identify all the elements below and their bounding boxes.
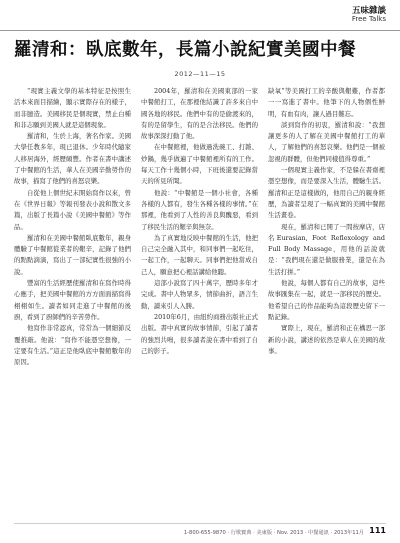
paragraph: “現實主義文學的基本特征是按照生活本來面目描繪，顯示實際存在的樣子，而非臆造。美國移民是個現實，禁止白種和非志願到美國人就是這個現象。 <box>14 87 131 129</box>
paragraph: 他說，每個人都有自己的故事，這些故事匯集在一起，就是一部移民的歷史。他希望自己的作品能夠為這段歷史留下一點記錄。 <box>268 279 385 321</box>
page-header <box>0 0 400 30</box>
section-subtitle: Free Talks <box>351 15 386 23</box>
paragraph: 2010年6月，由紐約商務出版社正式出版。書中真實的故事情節，引起了讀者的強烈共鳴，很多讀者說在書中看到了自己的影子。 <box>141 312 258 355</box>
paragraph: 實際上，現在，羅清和正在構思一部新的小說，講述的依然是華人在美國的故事。 <box>268 324 385 355</box>
paragraph: 缺氧”等美國打工的辛酸與艱難，作者都一一寫進了書中。他筆下的人物個性鮮明，有血有肉，讓人過目難忘。 <box>268 87 385 118</box>
article-body <box>14 86 386 518</box>
footer-publication-info: 1-800-655-9870 · 行歌寶典 · 美東版 · Nov. 2013 · 中餐通訊 · 2013年11月 <box>183 530 364 536</box>
page-footer <box>14 527 386 539</box>
article-title: 羅清和：臥底數年，長篇小說紀實美國中餐 <box>14 40 356 60</box>
paragraph: 一個現實主義作家，不是躲在書齋裡憑空想像，而是要深入生活，體驗生活。羅清和正是這樣做的，他用自己的親身經歷，為讀者呈現了一幅真實的美國中餐館生活畫卷。 <box>268 166 385 220</box>
article-column-2 <box>141 86 258 518</box>
section-title: 五味雜談 <box>351 6 386 16</box>
paragraph: 這部小說寫了四十萬字，歷時多年才完成。書中人物眾多，情節曲折，語言生動，讀來引人入勝。 <box>141 279 258 310</box>
page-number: 111 <box>369 526 386 535</box>
paragraph: 在中餐館裡，他做過洗碗工、打雜、炒鍋，幾乎做遍了中餐館裡所有的工作。每天工作十幾個小時，下班後還要記錄當天的所見所聞。 <box>141 143 258 186</box>
paragraph: 為了真實地反映中餐館的生活，他把自己完全融入其中，和同事們一起吃住，一起工作，一起聊天。同事們把他當成自己人，願意把心裡話講給他聽。 <box>141 233 258 276</box>
article-date: 2012—11—15 <box>174 70 226 78</box>
paragraph: 談到寫作的初衷，羅清和說：“我想讓更多的人了解在美國中餐館打工的華人，了解他們的喜怒哀樂。他們是一個被忽視的群體，但他們同樣值得尊重。” <box>268 120 385 163</box>
paragraph: 羅清和在美國中餐館臥底數年，親身體驗了中餐館從業者的艱辛，記錄了他們的點點滴滴，寫出了一部紀實性很強的小說。 <box>14 233 131 276</box>
paragraph: 現在，羅清和已開了一間按摩店，店名Eurasian, Foot Reflexology and Full Body Massage，用他的話說就是：“我們現在還是做服務業，還是在為生活打拼。” <box>268 222 385 276</box>
paragraph: 羅清和，生於上海，著名作家。美國大學任教多年，現已退休。少年時代隨家人移居海外，經歷頗豐。作者在書中講述了中餐館的生活，華人在美國辛勤勞作的故事，描寫了他們的喜怒哀樂。 <box>14 132 131 186</box>
footer-divider <box>14 523 386 524</box>
header-divider <box>0 30 400 31</box>
paragraph: 豐富的生活經歷使羅清和在寫作時得心應手，把美國中餐館的方方面面描寫得栩栩如生。讀者如同走進了中餐館的後廚，看到了廚師們的辛苦勞作。 <box>14 279 131 321</box>
article-column-3 <box>268 86 385 518</box>
article-column-1 <box>14 86 131 518</box>
paragraph: 自從他上個世紀末開始寫作以來，曾在《世界日報》等報刊發表小說和散文多篇，出版了長篇小說《美國中餐館》等作品。 <box>14 188 131 231</box>
paragraph: 他說：“中餐館是一個小社會，各種各樣的人都有，發生各種各樣的事情。”在那裡，他看到了人性的善良與醜惡，看到了移民生活的艱辛與無奈。 <box>141 188 258 231</box>
paragraph: 他寫作非常認真，常常為一個細節反覆推敲。他說：“寫作不能憑空想像，一定要有生活。”這正是他臥底中餐館數年的原因。 <box>14 324 131 367</box>
paragraph: 2004年，羅清和在美國東部的一家中餐館打工，在那裡他結識了許多來自中國各地的移民。他們中有的是偷渡來的，有的是留學生，有的是合法移民。他們的故事深深打動了他。 <box>141 87 258 141</box>
